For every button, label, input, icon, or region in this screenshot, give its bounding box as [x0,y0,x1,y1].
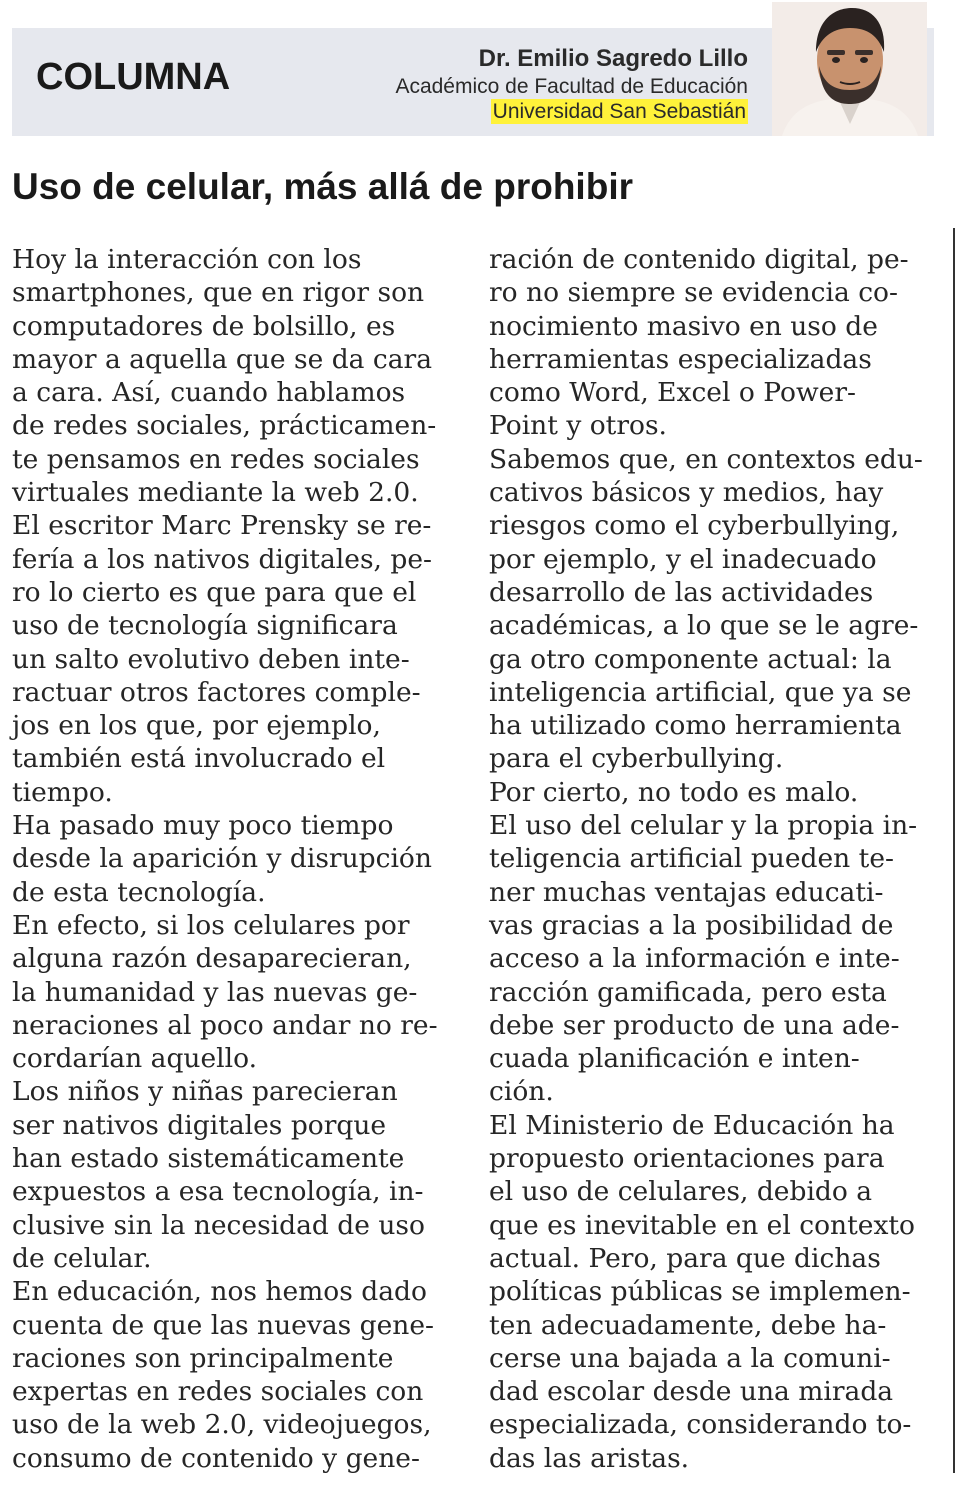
body-text-line: de redes sociales, prácticamen- [12,410,437,442]
body-text-line: para el cyberbullying. [489,743,784,775]
body-text-line: nocimiento masivo en uso de [489,310,878,342]
body-text-line: Hoy la interacción con los [12,244,362,275]
body-text-line: computadores de bolsillo, es [12,310,396,342]
column-left [12,243,438,1475]
body-text-line: propuesto orientaciones para [489,1143,885,1175]
body-text-line: como Word, Excel o Power- [489,377,856,409]
body-text-line: han estado sistemáticamente [12,1143,405,1175]
body-text-line: neraciones al poco andar no re- [12,1009,438,1041]
body-text-line: uso de la web 2.0, videojuegos, [12,1409,432,1441]
body-text-line: que es inevitable en el contexto [489,1209,916,1241]
body-text-line: alguna razón desaparecieran, [12,943,412,975]
column-right [489,243,923,1475]
body-text-line: actual. Pero, para que dichas [489,1242,881,1274]
body-text-line: En efecto, si los celulares por [12,909,410,941]
body-text-line: clusive sin la necesidad de uso [12,1209,425,1241]
body-text-line: smartphones, que en rigor son [12,277,425,309]
body-text-line: cuenta de que las nuevas gene- [12,1309,434,1341]
body-text-line: también está involucrado el [12,743,386,775]
body-text-line: académicas, a lo que se le agre- [489,610,919,642]
headline: Uso de celular, más allá de prohibir [12,166,633,207]
body-text-line: Sabemos que, en contextos edu- [489,443,923,475]
body-text-line: expuestos a esa tecnología, in- [12,1176,424,1208]
body-text-line: dad escolar desde una mirada [489,1376,894,1408]
body-text-line: ción. [489,1076,554,1108]
body-text-line: Ha pasado muy poco tiempo [12,810,394,842]
body-text-line: cuada planificación e inten- [489,1043,860,1075]
body-text-line: herramientas especializadas [489,343,872,375]
body-text-line: ractuar otros factores comple- [12,676,421,708]
author-block [395,44,748,124]
author-name: Dr. Emilio Sagredo Lillo [478,45,748,72]
body-text-line: acceso a la información e inte- [489,943,900,975]
body-text-line: racción gamificada, pero esta [489,976,887,1008]
body-text-line: ha utilizado como herramienta [489,710,902,742]
body-text-line: El uso del celular y la propia in- [489,810,918,842]
body-text-line: ser nativos digitales porque [12,1109,387,1141]
body-text-line: riesgos como el cyberbullying, [489,510,900,542]
body-text-line: jos en los que, por ejemplo, [12,710,381,742]
body-text-line: políticas públicas se implemen- [489,1276,911,1308]
body-text-line: ga otro componente actual: la [489,643,892,675]
body-text-line: expertas en redes sociales con [12,1376,424,1408]
body-text-line: tiempo. [12,776,113,808]
body-text-line: fería a los nativos digitales, pe- [12,543,433,575]
body-text-line: vas gracias a la posibilidad de [489,909,894,941]
body-text-line: El escritor Marc Prensky se re- [12,510,432,542]
author-role: Académico de Facultad de Educación [395,75,748,98]
body-text-line: ro no siempre se evidencia co- [489,277,898,309]
body-text-line: un salto evolutivo deben inte- [12,643,410,675]
body-text-line: El Ministerio de Educación ha [489,1109,895,1141]
body-text-line: te pensamos en redes sociales [12,443,420,475]
author-photo [772,2,927,136]
body-text-line: especializada, considerando to- [489,1409,912,1441]
body-text-line: de esta tecnología. [12,876,266,908]
body-text-line: debe ser producto de una ade- [489,1009,900,1041]
body-text-line: cativos básicos y medios, hay [489,477,884,509]
body-text-line: inteligencia artificial, que ya se [489,676,912,708]
body-text-line: raciones son principalmente [12,1342,394,1374]
section-label: COLUMNA [36,56,231,98]
body-text-line: a cara. Así, cuando hablamos [12,377,406,409]
body-text-line: ten adecuadamente, debe ha- [489,1309,887,1341]
body-text-line: virtuales mediante la web 2.0. [12,477,419,509]
body-text-line: En educación, nos hemos dado [12,1276,427,1308]
body-text-line: cerse una bajada a la comuni- [489,1342,891,1374]
body-text-line: mayor a aquella que se da cara [12,343,432,375]
body-text-line: el uso de celulares, debido a [489,1176,873,1208]
body-text-line: desarrollo de las actividades [489,576,874,608]
body-text-line: consumo de contenido y gene- [12,1442,420,1474]
author-university: Universidad San Sebastián [492,100,746,123]
body-text-line: cordarían aquello. [12,1043,258,1075]
body-text-line: desde la aparición y disrupción [12,843,432,875]
body-text-line: Por cierto, no todo es malo. [489,776,859,808]
body-text-line: Point y otros. [489,410,667,442]
body-text-line: uso de tecnología significara [12,610,398,642]
body-text-line: ración de contenido digital, pe- [489,244,909,275]
author-portrait-image [772,2,927,136]
body-text-line: Los niños y niñas parecieran [12,1076,398,1108]
body-text-line: teligencia artificial pueden te- [489,843,894,875]
column-rule [953,228,955,1473]
body-text-line: das las aristas. [489,1442,690,1474]
body-text-line: ner muchas ventajas educati- [489,876,884,908]
body-text-line: de celular. [12,1242,152,1274]
body-text-line: ro lo cierto es que para que el [12,576,417,608]
body-text-line: por ejemplo, y el inadecuado [489,543,877,575]
body-text-line: la humanidad y las nuevas ge- [12,976,418,1008]
